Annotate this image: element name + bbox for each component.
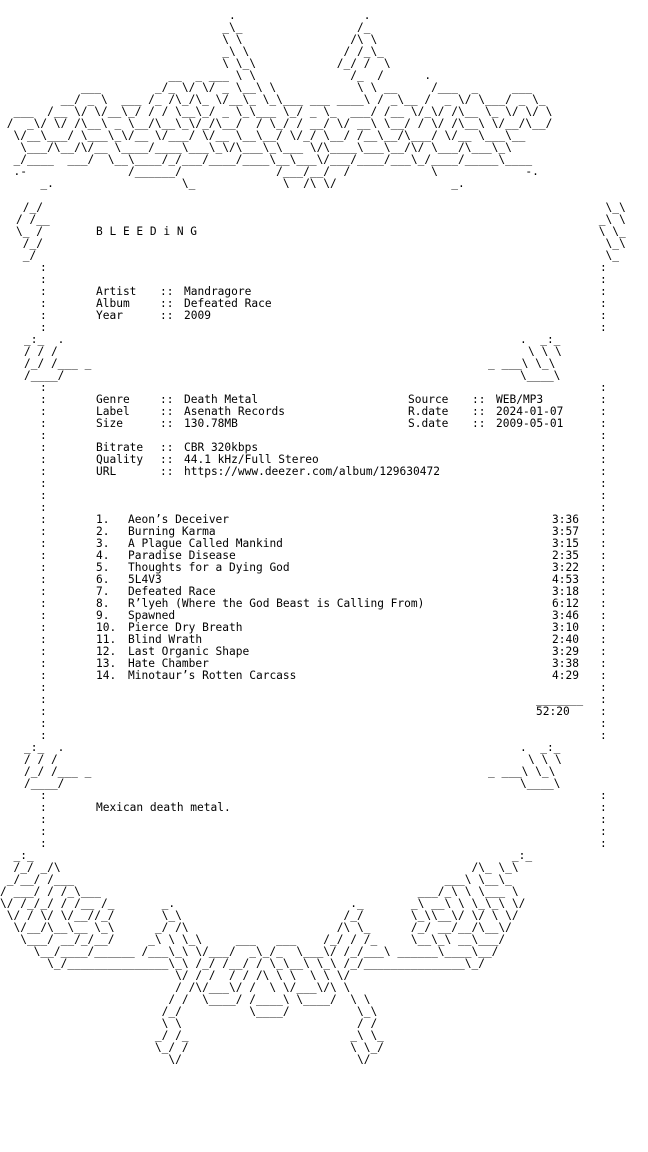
ascii-art-line: \/ /_/_/ / /__ /_ _. ._ _\ __\ \ \_\_\ \/ — [0, 897, 526, 910]
frame-separator: \____\ — [520, 369, 561, 382]
ascii-art-line: /_/ _/\ /\_ \_\ — [0, 861, 519, 874]
separator: :: — [160, 297, 174, 310]
track-number: 1. — [96, 513, 110, 526]
frame-border: : — [40, 717, 47, 730]
frame-border: : — [40, 561, 47, 574]
frame-border: : — [600, 261, 607, 274]
ascii-art-line: \/ / / / / /\ \ \ \ \ \/ — [0, 969, 351, 982]
frame-separator: \ \ \ — [528, 345, 562, 358]
track-length: 6:12 — [552, 597, 579, 610]
total-rule: _______ — [536, 693, 584, 706]
frame-border: : — [600, 597, 607, 610]
ascii-art-line: \/__/\__\__ \_\ _/ /\ /\ \_ /_/ __/__/\__\/ — [0, 921, 512, 934]
frame-border: : — [600, 813, 607, 826]
separator: :: — [160, 309, 174, 322]
track-length: 2:35 — [552, 549, 579, 562]
frame-border: : — [600, 825, 607, 838]
frame-border: : — [40, 645, 47, 658]
ascii-art-line: / _\/ \/ /\__\ _ \__/\__\_\/_/\__/ / \_/ / __/ \/ __\ \__/ / \/ /\__\ \/__/\__/ — [0, 117, 553, 130]
frame-border: : — [600, 393, 607, 406]
frame-border: : — [40, 585, 47, 598]
frame-border: : — [40, 693, 47, 706]
separator: :: — [160, 417, 174, 430]
ascii-art-line: _:_ _:_ — [0, 849, 533, 862]
separator: :: — [160, 441, 174, 454]
frame-border: \_ — [592, 249, 626, 262]
frame-border: : — [600, 537, 607, 550]
ascii-art-line: _\ \ / /_\_ — [0, 45, 384, 58]
track-title: Thoughts for a Dying God — [128, 561, 290, 574]
sdate-label: S.date — [408, 417, 449, 430]
ascii-art-line: \ \ / / — [0, 1017, 378, 1030]
track-number: 12. — [96, 645, 117, 658]
frame-separator: . _:_ — [520, 741, 561, 754]
track-number: 14. — [96, 669, 117, 682]
frame-border: : — [600, 561, 607, 574]
frame-border: : — [40, 285, 47, 298]
track-length: 3:10 — [552, 621, 579, 634]
track-number: 10. — [96, 621, 117, 634]
frame-border: : — [600, 477, 607, 490]
frame-border: : — [600, 525, 607, 538]
ascii-art-line: _. \_ \ /\ \/ _. — [0, 177, 465, 190]
quality-value: 44.1 kHz/Full Stereo — [184, 453, 319, 466]
frame-border: : — [40, 657, 47, 670]
frame-border: : — [40, 669, 47, 682]
frame-border: : — [40, 621, 47, 634]
source-label: Source — [408, 393, 449, 406]
frame-separator: \____\ — [520, 777, 561, 790]
frame-border: : — [40, 429, 47, 442]
track-title: Spawned — [128, 609, 176, 622]
bitrate-label: Bitrate — [96, 441, 144, 454]
frame-separator: _:_ . — [24, 741, 65, 754]
ascii-art-line: /_/ \____/ \_\ — [0, 1005, 378, 1018]
ascii-art-line: ___ _/_ \/ \/ _ \__\ \ \ \ __ /___ _ ___ — [0, 81, 533, 94]
frame-border: : — [40, 465, 47, 478]
frame-border: : — [40, 609, 47, 622]
frame-separator: /____/ — [24, 777, 65, 790]
frame-separator: _:_ . — [24, 333, 65, 346]
frame-border: : — [600, 549, 607, 562]
frame-border: : — [600, 321, 607, 334]
frame-border: : — [600, 513, 607, 526]
frame-border: : — [40, 789, 47, 802]
frame-border: : — [600, 669, 607, 682]
frame-border: : — [600, 801, 607, 814]
ascii-art-line: / /\/___\/ / \ \/___\/\ \ — [0, 981, 351, 994]
frame-border: \_\ — [592, 201, 626, 214]
frame-border: : — [40, 261, 47, 274]
track-length: 3:57 — [552, 525, 579, 538]
frame-border: \_\ — [592, 237, 626, 250]
sdate-value: 2009-05-01 — [496, 417, 564, 430]
frame-border: : — [40, 573, 47, 586]
track-length: 3:15 — [552, 537, 579, 550]
track-length: 3:18 — [552, 585, 579, 598]
track-number: 13. — [96, 657, 117, 670]
ascii-art-line: . . — [0, 9, 371, 22]
frame-border: : — [40, 549, 47, 562]
ascii-art-line: \/ / \/ \/__//_/ \_\ /_/ \_\\__\/ \/ \ \/ — [0, 909, 519, 922]
separator: :: — [160, 453, 174, 466]
track-number: 8. — [96, 597, 110, 610]
ascii-art-line: \__/____/______ /___\_\ \/___/ _\_/_ \___\/ /_/___\ ______\____\__/ — [0, 945, 499, 958]
frame-border: : — [600, 489, 607, 502]
separator: :: — [472, 417, 486, 430]
track-title: Blind Wrath — [128, 633, 203, 646]
ascii-art-line: _/ /_ _\ \_ — [0, 1029, 384, 1042]
track-title: Burning Karma — [128, 525, 216, 538]
track-number: 7. — [96, 585, 110, 598]
track-title: Paradise Disease — [128, 549, 236, 562]
track-length: 3:36 — [552, 513, 579, 526]
ascii-art-line: _/__/ /___ ___\ \__\_ — [0, 873, 512, 886]
ascii-art-line: ___ /__ \/ \/__\_/ / / \__\_/ _ \_\___ \_/ _ \_ ___/ /__ \/_\/ /\__ \_ \/ \/ \ — [0, 105, 553, 118]
frame-border: : — [40, 489, 47, 502]
frame-border: : — [40, 513, 47, 526]
ascii-art-line: \ \_\ /_/ / \ — [0, 57, 391, 70]
track-title: Hate Chamber — [128, 657, 209, 670]
frame-border: : — [600, 633, 607, 646]
frame-separator: / / / — [24, 753, 58, 766]
frame-border: : — [600, 789, 607, 802]
separator: :: — [472, 405, 486, 418]
frame-separator: _ ___\ \_\ — [488, 357, 556, 370]
separator: :: — [160, 393, 174, 406]
url-value: https://www.deezer.com/album/129630472 — [184, 465, 440, 478]
track-number: 6. — [96, 573, 110, 586]
track-title: Aeon’s Deceiver — [128, 513, 230, 526]
frame-border: : — [600, 429, 607, 442]
ascii-art-line: \/ \/ — [0, 1053, 371, 1066]
ascii-art-line: \___/ __/_/__/ _\ \ \_\ ___ ___ /_/ / /_ \__\_\ __\___/ — [0, 933, 506, 946]
frame-border: : — [600, 453, 607, 466]
frame-separator: /_/ /___ _ — [24, 765, 92, 778]
track-length: 3:38 — [552, 657, 579, 670]
frame-border: : — [600, 417, 607, 430]
frame-border: /_/ — [16, 201, 50, 214]
ascii-art-line: / ___/ / /_\___ ___/_\ \ \___ \ — [0, 885, 519, 898]
size-value: 130.78MB — [184, 417, 238, 430]
ascii-art-line: \/__\___/ \___\_\/__ \/___/ \/__ \__\__/ \/_/ \__/ /__\__/\___/ \/__ \___\__ — [0, 129, 526, 142]
frame-border: : — [600, 717, 607, 730]
label-label: Label — [96, 405, 130, 418]
frame-border: _\ \ — [592, 213, 626, 226]
frame-border: : — [600, 405, 607, 418]
frame-border: : — [600, 837, 607, 850]
quality-label: Quality — [96, 453, 144, 466]
track-number: 3. — [96, 537, 110, 550]
frame-border: : — [600, 441, 607, 454]
frame-border: : — [600, 621, 607, 634]
tracklist-row — [0, 670, 648, 682]
total-length: 52:20 — [536, 705, 570, 718]
separator: :: — [160, 405, 174, 418]
frame-border: : — [40, 477, 47, 490]
ascii-art-line: _/____ ___/ \__\____/_/___/____/____\__\___\/___/____/___\_/____/_____\____ — [0, 153, 533, 166]
frame-border: /_/ — [16, 237, 50, 250]
ascii-art-line: .- /______/ /___/__/ / \ -. — [0, 165, 539, 178]
frame-border: : — [40, 297, 47, 310]
frame-border: : — [40, 501, 47, 514]
ascii-art-line: \_/_______________\_\ /_/ /__/ / \_\__\ \_\ /_/_______________\_/ — [0, 957, 485, 970]
group-name: B L E E D i N G — [96, 225, 198, 238]
frame-border: : — [40, 309, 47, 322]
track-title: Pierce Dry Breath — [128, 621, 243, 634]
frame-separator: \ \ \ — [528, 753, 562, 766]
track-length: 4:29 — [552, 669, 579, 682]
frame-border: _/ — [16, 249, 50, 262]
track-number: 2. — [96, 525, 110, 538]
track-number: 5. — [96, 561, 110, 574]
notes-text: Mexican death metal. — [96, 801, 231, 814]
bitrate-value: CBR 320kbps — [184, 441, 259, 454]
ascii-art-line: \ \ /\ \ — [0, 33, 378, 46]
frame-border: : — [40, 393, 47, 406]
label-value: Asenath Records — [184, 405, 286, 418]
frame-border: : — [600, 681, 607, 694]
track-length: 3:22 — [552, 561, 579, 574]
track-title: 5L4V3 — [128, 573, 162, 586]
frame-border: : — [40, 381, 47, 394]
ascii-art-line: \___/\__/\/__ \____/____\___\_\/\___\_\___ \/\____\___\__/\/ \___/\___\_\ — [0, 141, 512, 154]
frame-border: : — [600, 309, 607, 322]
frame-border: : — [40, 525, 47, 538]
frame-border: : — [40, 633, 47, 646]
frame-border: : — [40, 597, 47, 610]
frame-border: : — [40, 825, 47, 838]
frame-border: : — [600, 609, 607, 622]
frame-border: : — [600, 297, 607, 310]
rdate-value: 2024-01-07 — [496, 405, 564, 418]
frame-border: : — [40, 405, 47, 418]
frame-border: \ \_ — [592, 225, 626, 238]
frame-separator: /____/ — [24, 369, 65, 382]
year-value: 2009 — [184, 309, 211, 322]
url-label: URL — [96, 465, 117, 478]
frame-border: : — [40, 453, 47, 466]
frame-border: : — [40, 321, 47, 334]
frame-border: : — [40, 837, 47, 850]
ascii-art-line: \_/ / \ \_/ — [0, 1041, 384, 1054]
frame-border: : — [600, 381, 607, 394]
album-value: Defeated Race — [184, 297, 272, 310]
frame-border: : — [40, 273, 47, 286]
separator: :: — [160, 465, 174, 478]
ascii-art-line: / / \____/ /____\ \____/ \ \ — [0, 993, 371, 1006]
size-label: Size — [96, 417, 123, 430]
genre-label: Genre — [96, 393, 130, 406]
track-length: 2:40 — [552, 633, 579, 646]
ascii-art-line: _\_ /_ — [0, 21, 371, 34]
frame-border: / /__ — [16, 213, 50, 226]
frame-separator: . _:_ — [520, 333, 561, 346]
rdate-label: R.date — [408, 405, 449, 418]
frame-border: : — [40, 537, 47, 550]
track-length: 3:46 — [552, 609, 579, 622]
genre-value: Death Metal — [184, 393, 259, 406]
frame-border: : — [40, 681, 47, 694]
frame-border: : — [40, 729, 47, 742]
track-title: Defeated Race — [128, 585, 216, 598]
frame-border: : — [600, 585, 607, 598]
ascii-art-line: __ _ ___ \ \ /_ / . — [0, 69, 432, 82]
ascii-art-line: __/ _ \ ___ /_ /\_/\_ \/__\_ \_\___ ___ ____\ / _\__ / _ \/ \___/ _ \_ — [0, 93, 546, 106]
frame-border: : — [600, 657, 607, 670]
frame-border: : — [40, 441, 47, 454]
artist-value: Mandragore — [184, 285, 252, 298]
track-length: 3:29 — [552, 645, 579, 658]
frame-border: : — [600, 729, 607, 742]
album-label: Album — [96, 297, 130, 310]
track-number: 9. — [96, 609, 110, 622]
track-title: Minotaur’s Rotten Carcass — [128, 669, 297, 682]
frame-border: : — [40, 801, 47, 814]
track-title: A Plague Called Mankind — [128, 537, 283, 550]
track-title: R’lyeh (Where the God Beast is Calling From) — [128, 597, 425, 610]
source-value: WEB/MP3 — [496, 393, 544, 406]
frame-border: : — [40, 813, 47, 826]
artist-label: Artist — [96, 285, 137, 298]
year-label: Year — [96, 309, 123, 322]
frame-border: : — [40, 705, 47, 718]
separator: :: — [472, 393, 486, 406]
track-number: 4. — [96, 549, 110, 562]
frame-border: : — [600, 705, 607, 718]
frame-border: : — [600, 285, 607, 298]
frame-border: : — [600, 465, 607, 478]
frame-border: : — [40, 417, 47, 430]
frame-separator: _ ___\ \_\ — [488, 765, 556, 778]
track-length: 4:53 — [552, 573, 579, 586]
frame-border: : — [600, 693, 607, 706]
frame-separator: /_/ /___ _ — [24, 357, 92, 370]
frame-border: \_ / — [16, 225, 50, 238]
frame-border: : — [600, 573, 607, 586]
separator: :: — [160, 285, 174, 298]
track-title: Last Organic Shape — [128, 645, 250, 658]
frame-border: : — [600, 273, 607, 286]
track-number: 11. — [96, 633, 117, 646]
frame-border: : — [600, 501, 607, 514]
frame-separator: / / / — [24, 345, 58, 358]
frame-border: : — [600, 645, 607, 658]
